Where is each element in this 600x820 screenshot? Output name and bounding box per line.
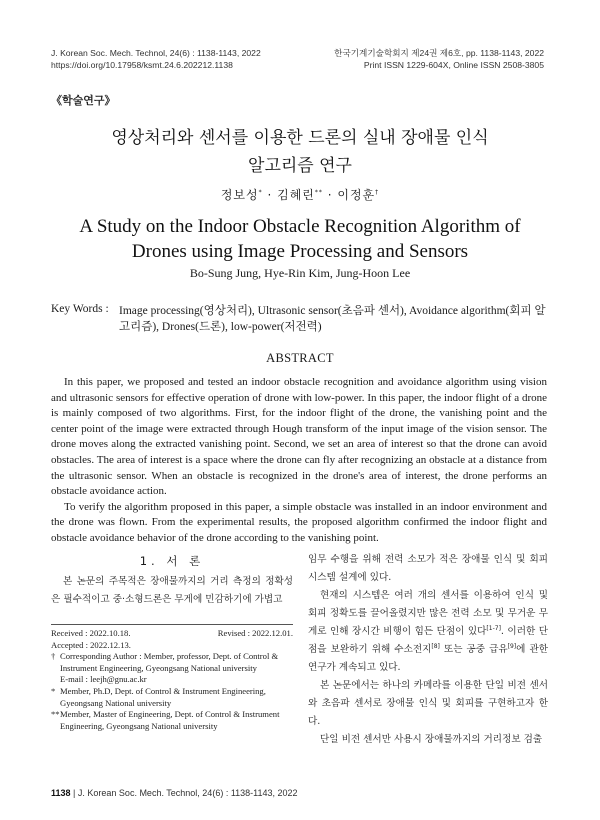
author-mark: *: [258, 189, 263, 196]
footnotes: [51, 628, 293, 732]
author-separator: ·: [327, 188, 333, 202]
korean-title-line2: 알고리즘 연구: [248, 156, 352, 176]
keywords-text: Image processing(영상처리), Ultrasonic sensor(초음파 센서), Avoidance algorithm(회피 알고리즘), Drones(드론), low-power(저전력): [119, 305, 546, 333]
body-paragraph: 단일 비전 센서만 사용시 장애물까지의 거리정보 검출: [320, 734, 543, 745]
footnote-text: Member, Ph.D, Dept. of Control & Instrument Engineering, Gyeongsang National university: [60, 685, 266, 708]
abstract-title: ABSTRACT: [266, 351, 334, 365]
citation-ref: [1-7]: [486, 624, 501, 632]
section-title-introduction: 1. 서 론: [139, 554, 205, 568]
footer-separator: |: [73, 788, 76, 798]
doi-link[interactable]: https://doi.org/10.17958/ksmt.24.6.202212.1138: [51, 60, 233, 70]
abstract-paragraph: In this paper, we proposed and tested an indoor obstacle recognition and avoidance algorithm using vision and ultrasonic sensors for effective operation of drone with low-power. In this paper, the indoor flight of a drone is mainly composed of two algorithms. First, for the indoor flight of the drone, the vanishing point and the center point of the image were extracted through Hough transform of the input image of the vision sensor. The drone moves along the extracted vanishing point. Second, we set an area of interest so that the drone can avoid obstacles. The area of interest is a space where the drone can fly after recognizing an obstacle at a distance from the ultrasonic sensor. When an obstacle is recognized in the drone's area of interest, the drone performs an obstacle avoidance action.: [51, 376, 547, 498]
footnote-mark: *: [51, 685, 56, 696]
author-name: 이정훈: [337, 188, 376, 202]
author-mark: **: [314, 189, 323, 196]
body-text: 에 관한 연구가 계속되고 있다.: [308, 644, 548, 673]
korean-title: [60, 124, 540, 180]
english-title: [60, 214, 540, 264]
body-paragraph: 본 논문의 주목적은 장애물까지의 거리 측정의 정확성은 필수적이고 중·소형드론은 무게에 민감하기에 가볍고: [51, 576, 293, 605]
received-date: Received : 2022.10.18.: [51, 628, 131, 638]
page-number: 1138: [51, 788, 71, 798]
korean-title-line1: 영상처리와 센서를 이용한 드론의 실내 장애물 인식: [111, 128, 489, 148]
revised-date: Revised : 2022.12.01.: [217, 628, 293, 638]
english-title-line2: Drones using Image Processing and Sensors: [131, 241, 469, 262]
issn-info: Print ISSN 1229-604X, Online ISSN 2508-3805: [363, 60, 544, 70]
citation-ref: [8]: [431, 642, 440, 650]
keywords-label: Key Words :: [51, 303, 109, 315]
footer-citation: J. Korean Soc. Mech. Technol, 24(6) : 1138-1143, 2022: [77, 788, 298, 798]
journal-citation: J. Korean Soc. Mech. Technol, 24(6) : 1138-1143, 2022: [51, 48, 261, 58]
abstract-body: [51, 375, 547, 547]
footnote-mark: †: [51, 651, 56, 662]
footnote-item: [51, 651, 293, 674]
body-text: . 이러한 단점을 보완하기 위해 수소전지: [308, 626, 548, 655]
body-paragraph: 본 논문에서는 하나의 카메라를 이용한 단일 비전 센서와 초음파 센서로 장애물 인식 및 회피를 구현하고자 한다.: [308, 680, 548, 727]
body-text: 또는 공중 급유: [439, 644, 508, 655]
english-authors: Bo-Sung Jung, Hye-Rin Kim, Jung-Hoon Lee: [189, 266, 411, 280]
right-column-text: [308, 551, 548, 749]
author-separator: ·: [267, 188, 273, 202]
footnote-divider: [51, 624, 293, 625]
korean-authors: [60, 186, 540, 203]
footnote-email[interactable]: E-mail : leejh@gnu.ac.kr: [60, 674, 147, 685]
left-column-text: [51, 573, 293, 609]
author-name: 김혜린: [277, 188, 315, 202]
running-header-right: [334, 47, 544, 71]
citation-ref: [9]: [507, 642, 517, 650]
footnote-item: [51, 709, 293, 732]
running-header-left: [51, 47, 261, 71]
english-title-line1: A Study on the Indoor Obstacle Recognition Algorithm of: [79, 216, 521, 237]
author-name: 정보성: [220, 188, 259, 202]
footnote-item: [51, 674, 293, 686]
date-row: [51, 628, 293, 640]
body-paragraph: [308, 587, 548, 677]
accepted-date: Accepted : 2022.12.13.: [51, 639, 131, 650]
journal-citation-korean: 한국기계기술학회지 제24권 제6호, pp. 1138-1143, 2022: [334, 48, 544, 58]
article-kind: 《학술연구》: [51, 94, 116, 107]
footnote-mark: **: [51, 709, 60, 720]
footnote-mark: [51, 674, 60, 686]
author-mark: †: [375, 189, 380, 196]
page-footer: [51, 788, 298, 798]
footnote-text: Corresponding Author : Member, professor, Dept. of Control & Instrument Engineering, Gyeongsang National university: [60, 651, 279, 673]
footnote-item: [51, 686, 293, 709]
body-text: 현재의 시스템은 여러 개의 센서를 이용하여 인식 및 회피 정확도를 끌어올렸지만 많은 전력 소모 및 무거운 무게로 인해 장시간 비행이 힘든 단점이 있다: [308, 590, 548, 637]
abstract-paragraph: To verify the algorithm proposed in this paper, a simple obstacle was installed in an indoor environment and the drone was flown. From the experimental results, the proposed algorithm confirmed the indoor flight and obstacle avoidance behavior of the drone according to the vanishing point.: [51, 500, 547, 544]
footnote-text: Member, Master of Engineering, Dept. of Control & Instrument Engineering, Gyeongsang National university: [60, 709, 280, 731]
body-paragraph: 임무 수행을 위해 전력 소모가 적은 장애물 인식 및 회피 시스템 설계에 있다.: [308, 554, 548, 583]
